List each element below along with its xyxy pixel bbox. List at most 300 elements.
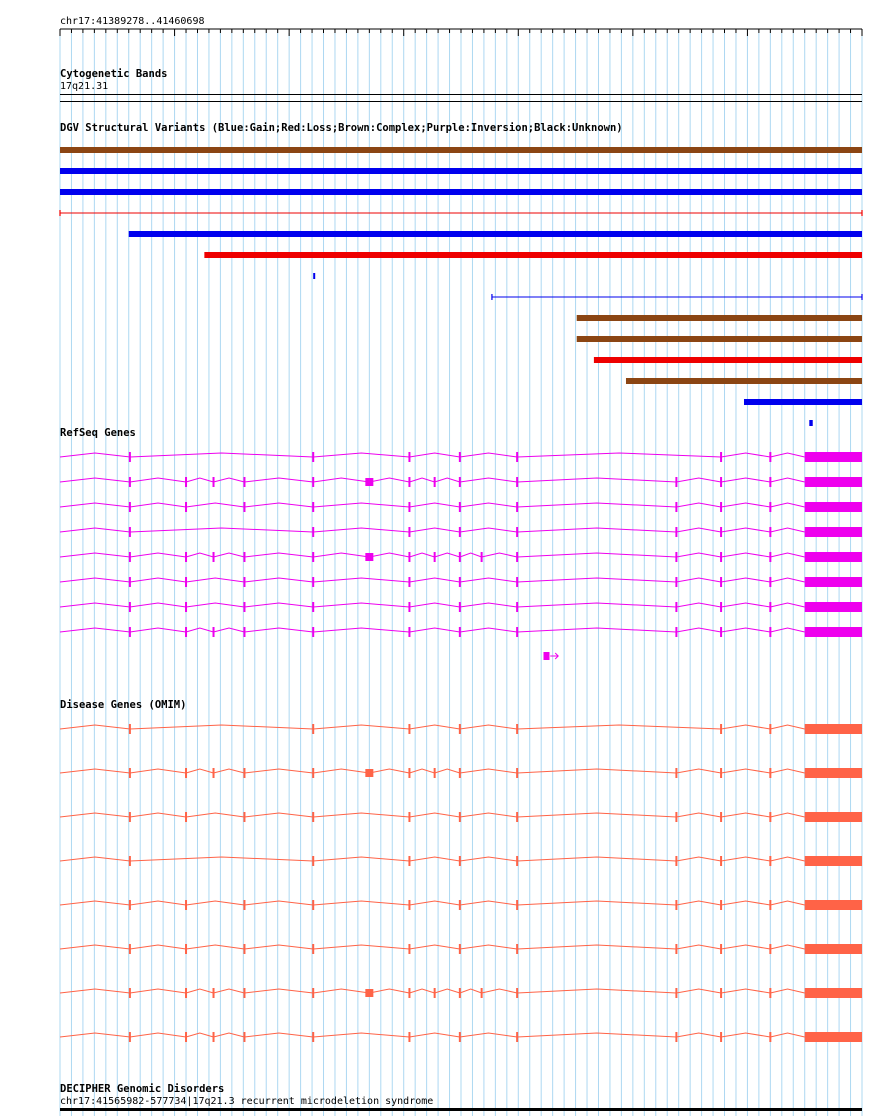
omim-gene-intron <box>409 945 459 949</box>
omim-gene-exon[interactable] <box>720 856 722 866</box>
omim-gene-intron <box>313 901 409 905</box>
refseq-transcript-intron <box>676 503 721 507</box>
omim-gene-exon[interactable] <box>516 944 518 954</box>
omim-gene-intron <box>214 989 245 993</box>
refseq-transcript-intron <box>186 578 244 582</box>
dgv-variant-bar[interactable] <box>809 420 812 426</box>
omim-gene-exon[interactable] <box>185 1032 187 1042</box>
refseq-transcript-exon[interactable] <box>129 527 131 537</box>
refseq-transcript-intron <box>460 503 517 507</box>
refseq-transcript-exon[interactable] <box>675 502 677 512</box>
omim-gene-exon[interactable] <box>459 1032 461 1042</box>
omim-gene-exon[interactable] <box>408 944 410 954</box>
refseq-transcript-utr-block[interactable] <box>805 502 862 512</box>
omim-gene-utr-block[interactable] <box>805 1032 862 1042</box>
refseq-transcript-intron <box>460 528 517 532</box>
omim-gene-exon[interactable] <box>434 768 436 778</box>
omim-gene-intron <box>770 989 804 993</box>
refseq-transcript-exon[interactable] <box>408 502 410 512</box>
refseq-transcript-intron <box>60 453 130 457</box>
omim-gene-intron <box>214 769 245 773</box>
omim-gene-utr-block[interactable] <box>805 856 862 866</box>
refseq-transcript-exon[interactable] <box>516 627 518 637</box>
omim-gene-intron <box>460 945 517 949</box>
refseq-transcript-exon[interactable] <box>312 527 314 537</box>
omim-gene-intron <box>409 1033 459 1037</box>
refseq-transcript-intron <box>313 578 409 582</box>
refseq-transcript-intron <box>721 628 770 632</box>
omim-gene-intron <box>60 945 130 949</box>
refseq-transcript-exon[interactable] <box>243 502 245 512</box>
omim-gene-intron <box>130 945 186 949</box>
refseq-extra-gene[interactable] <box>543 652 549 660</box>
refseq-transcript-exon[interactable] <box>459 527 461 537</box>
refseq-transcript-exon[interactable] <box>769 527 771 537</box>
omim-gene-exon[interactable] <box>129 724 131 734</box>
dgv-variant-bar[interactable] <box>594 357 862 363</box>
omim-gene-intron <box>721 769 770 773</box>
refseq-transcript-exon[interactable] <box>312 452 314 462</box>
omim-gene-intron <box>676 769 721 773</box>
refseq-transcript-intron <box>409 578 459 582</box>
refseq-transcript-intron <box>130 628 186 632</box>
refseq-transcript-exon[interactable] <box>312 602 314 612</box>
refseq-transcript-exon[interactable] <box>312 502 314 512</box>
omim-gene-intron <box>770 1033 804 1037</box>
refseq-transcript-exon[interactable] <box>408 627 410 637</box>
omim-gene-intron <box>721 725 770 729</box>
refseq-transcript-exon[interactable] <box>675 602 677 612</box>
refseq-transcript-exon[interactable] <box>720 502 722 512</box>
omim-gene-exon[interactable] <box>769 900 771 910</box>
refseq-transcript-exon[interactable] <box>720 627 722 637</box>
omim-gene-intron <box>721 1033 770 1037</box>
refseq-transcript-exon[interactable] <box>516 552 518 562</box>
omim-gene-exon[interactable] <box>365 769 373 777</box>
refseq-transcript-exon[interactable] <box>365 553 373 561</box>
refseq-transcript-intron <box>770 553 804 557</box>
refseq-transcript-exon[interactable] <box>129 502 131 512</box>
omim-gene-intron <box>130 725 313 729</box>
omim-gene-exon[interactable] <box>675 1032 677 1042</box>
refseq-transcript-intron <box>770 603 804 607</box>
omim-gene-intron <box>721 813 770 817</box>
omim-gene-exon[interactable] <box>769 724 771 734</box>
dgv-variant-bar[interactable] <box>577 315 862 321</box>
refseq-transcript-exon[interactable] <box>365 478 373 486</box>
omim-gene-intron <box>676 989 721 993</box>
omim-gene-exon[interactable] <box>129 856 131 866</box>
omim-gene-utr-block[interactable] <box>805 900 862 910</box>
omim-gene-exon[interactable] <box>720 768 722 778</box>
omim-gene-exon[interactable] <box>675 900 677 910</box>
refseq-transcript-utr-block[interactable] <box>805 527 862 537</box>
dgv-variant-bar[interactable] <box>744 399 862 405</box>
omim-gene-exon[interactable] <box>312 900 314 910</box>
refseq-transcript-exon[interactable] <box>481 552 483 562</box>
refseq-transcript-exon[interactable] <box>516 477 518 487</box>
refseq-transcript-exon[interactable] <box>243 627 245 637</box>
omim-gene-exon[interactable] <box>675 812 677 822</box>
omim-gene-exon[interactable] <box>769 812 771 822</box>
omim-gene-utr-block[interactable] <box>805 944 862 954</box>
refseq-transcript-intron <box>409 603 459 607</box>
refseq-transcript-utr-block[interactable] <box>805 602 862 612</box>
refseq-transcript-intron <box>313 603 409 607</box>
omim-gene-exon[interactable] <box>312 944 314 954</box>
refseq-transcript-intron <box>130 528 313 532</box>
omim-gene-exon[interactable] <box>129 944 131 954</box>
refseq-transcript-exon[interactable] <box>129 477 131 487</box>
ruler-gridlines <box>60 33 862 1116</box>
refseq-transcript-intron <box>60 578 130 582</box>
refseq-transcript-intron <box>460 603 517 607</box>
omim-gene-exon[interactable] <box>516 988 518 998</box>
refseq-transcript-exon[interactable] <box>459 477 461 487</box>
omim-gene-exon[interactable] <box>720 900 722 910</box>
refseq-transcript-exon[interactable] <box>408 602 410 612</box>
dgv-track-title: DGV Structural Variants (Blue:Gain;Red:Loss;Brown:Complex;Purple:Inversion;Black:Unknown) <box>60 122 623 134</box>
refseq-transcript-exon[interactable] <box>769 602 771 612</box>
omim-gene-exon[interactable] <box>213 768 215 778</box>
omim-gene-exon[interactable] <box>185 812 187 822</box>
refseq-transcript-intron <box>60 528 130 532</box>
refseq-transcript-utr-block[interactable] <box>805 627 862 637</box>
refseq-transcript-exon[interactable] <box>516 577 518 587</box>
dgv-variant-bar[interactable] <box>204 252 862 258</box>
refseq-transcript-exon[interactable] <box>185 577 187 587</box>
omim-gene-intron <box>186 901 244 905</box>
refseq-transcript-exon[interactable] <box>129 552 131 562</box>
omim-gene-intron <box>676 901 721 905</box>
decipher-label: chr17:41565982-577734|17q21.3 recurrent microdeletion syndrome <box>60 1096 434 1107</box>
decipher-region-bar[interactable] <box>60 1108 862 1111</box>
omim-gene-exon[interactable] <box>769 768 771 778</box>
refseq-transcript-exon[interactable] <box>408 527 410 537</box>
dgv-variant-bar[interactable] <box>60 189 862 195</box>
refseq-transcript-exon[interactable] <box>185 602 187 612</box>
omim-gene-exon[interactable] <box>243 812 245 822</box>
omim-gene-exon[interactable] <box>213 1032 215 1042</box>
omim-gene-utr-block[interactable] <box>805 724 862 734</box>
omim-gene-exon[interactable] <box>459 724 461 734</box>
refseq-transcript-exon[interactable] <box>185 477 187 487</box>
refseq-transcript-exon[interactable] <box>243 552 245 562</box>
omim-gene-exon[interactable] <box>769 856 771 866</box>
refseq-transcript-exon[interactable] <box>769 627 771 637</box>
omim-gene-exon[interactable] <box>243 944 245 954</box>
omim-gene-exon[interactable] <box>516 900 518 910</box>
omim-gene-intron <box>130 901 186 905</box>
refseq-transcript-exon[interactable] <box>516 602 518 612</box>
dgv-variant-bar[interactable] <box>577 336 862 342</box>
refseq-transcript-exon[interactable] <box>516 527 518 537</box>
refseq-transcript-exon[interactable] <box>434 477 436 487</box>
omim-gene-exon[interactable] <box>720 1032 722 1042</box>
omim-gene-intron <box>60 901 130 905</box>
refseq-transcript-exon[interactable] <box>459 602 461 612</box>
refseq-transcript-exon[interactable] <box>769 552 771 562</box>
omim-gene-exon[interactable] <box>675 856 677 866</box>
omim-gene-intron <box>676 1033 721 1037</box>
dgv-variant-bar[interactable] <box>60 168 862 174</box>
refseq-transcript-exon[interactable] <box>516 502 518 512</box>
refseq-transcript-intron <box>676 578 721 582</box>
omim-gene-exon[interactable] <box>459 988 461 998</box>
omim-gene-intron <box>60 725 130 729</box>
refseq-transcript-exon[interactable] <box>720 577 722 587</box>
refseq-transcript-intron <box>130 478 186 482</box>
omim-gene-exon[interactable] <box>243 988 245 998</box>
refseq-transcript-exon[interactable] <box>675 577 677 587</box>
omim-gene-exon[interactable] <box>720 988 722 998</box>
omim-gene-exon[interactable] <box>243 1032 245 1042</box>
omim-gene-exon[interactable] <box>185 900 187 910</box>
omim-gene-exon[interactable] <box>129 768 131 778</box>
refseq-transcript-exon[interactable] <box>408 577 410 587</box>
omim-gene-exon[interactable] <box>129 1032 131 1042</box>
omim-gene-exon[interactable] <box>720 812 722 822</box>
omim-gene-intron <box>130 989 186 993</box>
refseq-transcript-exon[interactable] <box>459 502 461 512</box>
refseq-transcript-intron <box>130 578 186 582</box>
omim-gene-exon[interactable] <box>720 724 722 734</box>
refseq-transcript-exon[interactable] <box>129 627 131 637</box>
refseq-transcript-exon[interactable] <box>769 502 771 512</box>
omim-gene-exon[interactable] <box>481 988 483 998</box>
region-label: chr17:41389278..41460698 <box>60 16 205 27</box>
refseq-transcript-intron <box>721 478 770 482</box>
refseq-transcript-intron <box>770 528 804 532</box>
refseq-transcript-exon[interactable] <box>243 477 245 487</box>
refseq-transcript-exon[interactable] <box>185 502 187 512</box>
omim-gene-intron <box>60 989 130 993</box>
omim-gene-intron <box>130 857 313 861</box>
omim-gene-intron <box>409 857 459 861</box>
omim-gene-exon[interactable] <box>312 1032 314 1042</box>
omim-gene-exon[interactable] <box>769 1032 771 1042</box>
omim-gene-intron <box>676 813 721 817</box>
omim-gene-exon[interactable] <box>243 900 245 910</box>
omim-gene-exon[interactable] <box>516 1032 518 1042</box>
dgv-variant-bar[interactable] <box>60 147 862 153</box>
refseq-transcript-intron <box>60 553 130 557</box>
refseq-transcript-exon[interactable] <box>720 552 722 562</box>
refseq-transcript-intron <box>60 478 130 482</box>
refseq-transcript-exon[interactable] <box>459 452 461 462</box>
omim-gene-exon[interactable] <box>769 944 771 954</box>
omim-gene-exon[interactable] <box>408 812 410 822</box>
omim-gene-intron <box>460 725 517 729</box>
omim-gene-exon[interactable] <box>185 944 187 954</box>
refseq-transcript-exon[interactable] <box>720 602 722 612</box>
refseq-transcript-intron <box>409 503 459 507</box>
refseq-transcript-utr-block[interactable] <box>805 552 862 562</box>
refseq-transcript-exon[interactable] <box>312 627 314 637</box>
omim-gene-intron <box>130 813 186 817</box>
refseq-transcript-exon[interactable] <box>243 602 245 612</box>
refseq-transcript-exon[interactable] <box>129 452 131 462</box>
refseq-transcript-exon[interactable] <box>459 627 461 637</box>
omim-gene-exon[interactable] <box>516 812 518 822</box>
refseq-transcript-exon[interactable] <box>408 477 410 487</box>
omim-gene-intron <box>676 945 721 949</box>
refseq-transcript-intron <box>460 578 517 582</box>
omim-gene-exon[interactable] <box>312 768 314 778</box>
omim-gene-exon[interactable] <box>129 988 131 998</box>
omim-gene-exon[interactable] <box>312 812 314 822</box>
omim-gene-exon[interactable] <box>408 1032 410 1042</box>
refseq-transcript-exon[interactable] <box>408 452 410 462</box>
refseq-transcript-intron <box>60 503 130 507</box>
refseq-transcript-exon[interactable] <box>720 452 722 462</box>
refseq-transcript-exon[interactable] <box>185 627 187 637</box>
omim-gene-intron <box>460 901 517 905</box>
omim-gene-exon[interactable] <box>516 856 518 866</box>
dgv-variant-tick[interactable] <box>313 273 315 279</box>
refseq-transcript-exon[interactable] <box>459 552 461 562</box>
omim-gene-exon[interactable] <box>408 856 410 866</box>
omim-track-title: Disease Genes (OMIM) <box>60 699 187 711</box>
omim-gene-exon[interactable] <box>243 768 245 778</box>
refseq-transcript-intron <box>721 528 770 532</box>
refseq-transcript-intron <box>721 578 770 582</box>
omim-gene-exon[interactable] <box>516 724 518 734</box>
refseq-transcript-utr-block[interactable] <box>805 577 862 587</box>
omim-gene-intron <box>130 1033 186 1037</box>
omim-gene-exon[interactable] <box>459 856 461 866</box>
refseq-transcript-exon[interactable] <box>769 452 771 462</box>
omim-gene-intron <box>721 945 770 949</box>
omim-gene-intron <box>186 813 244 817</box>
omim-gene-intron <box>460 989 482 993</box>
omim-gene-intron <box>409 725 459 729</box>
omim-gene-intron <box>770 857 804 861</box>
refseq-transcript-exon[interactable] <box>213 627 215 637</box>
refseq-transcript-intron <box>313 478 369 482</box>
omim-gene-intron <box>313 725 409 729</box>
dgv-variant-bar[interactable] <box>129 231 862 237</box>
refseq-transcript-exon[interactable] <box>434 552 436 562</box>
omim-gene-intron <box>460 1033 517 1037</box>
refseq-transcript-exon[interactable] <box>675 627 677 637</box>
refseq-transcript-exon[interactable] <box>408 552 410 562</box>
refseq-transcript-exon[interactable] <box>185 552 187 562</box>
omim-gene-intron <box>676 857 721 861</box>
refseq-transcript-intron <box>676 628 721 632</box>
omim-gene-exon[interactable] <box>459 768 461 778</box>
refseq-transcript-exon[interactable] <box>769 477 771 487</box>
omim-gene-intron <box>186 945 244 949</box>
omim-gene-exon[interactable] <box>312 988 314 998</box>
refseq-transcript-intron <box>130 503 186 507</box>
refseq-transcript-exon[interactable] <box>675 477 677 487</box>
omim-gene-exon[interactable] <box>720 944 722 954</box>
refseq-transcript-intron <box>676 478 721 482</box>
omim-gene-intron <box>313 989 369 993</box>
cytoband-label: 17q21.31 <box>60 81 109 92</box>
omim-gene-intron <box>313 945 409 949</box>
omim-gene-intron <box>460 769 517 773</box>
refseq-transcript-exon[interactable] <box>675 552 677 562</box>
omim-gene-intron <box>409 989 434 993</box>
refseq-transcript-intron <box>460 628 517 632</box>
refseq-transcript-exon[interactable] <box>675 527 677 537</box>
refseq-transcript-intron <box>460 453 517 457</box>
refseq-transcript-intron <box>60 603 130 607</box>
omim-gene-intron <box>409 813 459 817</box>
omim-gene-exon[interactable] <box>769 988 771 998</box>
refseq-transcript-exon[interactable] <box>459 577 461 587</box>
omim-gene-exon[interactable] <box>408 900 410 910</box>
refseq-transcript-exon[interactable] <box>213 552 215 562</box>
refseq-transcript-intron <box>770 578 804 582</box>
dgv-variant-bar[interactable] <box>626 378 862 384</box>
refseq-transcript-intron <box>721 603 770 607</box>
refseq-transcript-exon[interactable] <box>720 527 722 537</box>
omim-gene-exon[interactable] <box>312 724 314 734</box>
omim-gene-intron <box>770 813 804 817</box>
refseq-transcript-exon[interactable] <box>769 577 771 587</box>
omim-gene-utr-block[interactable] <box>805 768 862 778</box>
omim-gene-utr-block[interactable] <box>805 812 862 822</box>
refseq-transcript-utr-block[interactable] <box>805 452 862 462</box>
omim-gene-exon[interactable] <box>312 856 314 866</box>
refseq-transcript-exon[interactable] <box>720 477 722 487</box>
refseq-transcript-intron <box>409 628 459 632</box>
omim-gene-exon[interactable] <box>408 768 410 778</box>
refseq-transcript-exon[interactable] <box>243 577 245 587</box>
refseq-transcript-utr-block[interactable] <box>805 477 862 487</box>
refseq-transcript-exon[interactable] <box>516 452 518 462</box>
omim-gene-exon[interactable] <box>129 900 131 910</box>
omim-gene-utr-block[interactable] <box>805 988 862 998</box>
omim-gene-exon[interactable] <box>408 724 410 734</box>
refseq-transcript-intron <box>770 628 804 632</box>
refseq-transcript-exon[interactable] <box>213 477 215 487</box>
omim-gene-exon[interactable] <box>129 812 131 822</box>
omim-gene-intron <box>409 901 459 905</box>
refseq-transcript-intron <box>214 553 245 557</box>
omim-gene-exon[interactable] <box>675 768 677 778</box>
omim-gene-intron <box>60 813 130 817</box>
refseq-transcript-intron <box>313 553 369 557</box>
omim-gene-exon[interactable] <box>434 988 436 998</box>
omim-gene-intron <box>721 989 770 993</box>
omim-gene-exon[interactable] <box>408 988 410 998</box>
omim-gene-exon[interactable] <box>185 768 187 778</box>
refseq-transcript-intron <box>130 603 186 607</box>
omim-gene-exon[interactable] <box>516 768 518 778</box>
omim-gene-exon[interactable] <box>185 988 187 998</box>
omim-gene-exon[interactable] <box>675 944 677 954</box>
omim-gene-exon[interactable] <box>459 944 461 954</box>
refseq-transcript-intron <box>770 453 804 457</box>
refseq-transcript-exon[interactable] <box>312 577 314 587</box>
refseq-transcript-exon[interactable] <box>129 602 131 612</box>
omim-gene-exon[interactable] <box>365 989 373 997</box>
omim-gene-exon[interactable] <box>675 988 677 998</box>
refseq-transcript-exon[interactable] <box>129 577 131 587</box>
omim-gene-exon[interactable] <box>213 988 215 998</box>
decipher-track[interactable] <box>60 1108 862 1111</box>
refseq-transcript-intron <box>460 553 482 557</box>
omim-gene-exon[interactable] <box>459 900 461 910</box>
refseq-transcript-exon[interactable] <box>312 477 314 487</box>
omim-gene-intron <box>482 989 518 993</box>
omim-gene-exon[interactable] <box>459 812 461 822</box>
refseq-transcript-exon[interactable] <box>312 552 314 562</box>
